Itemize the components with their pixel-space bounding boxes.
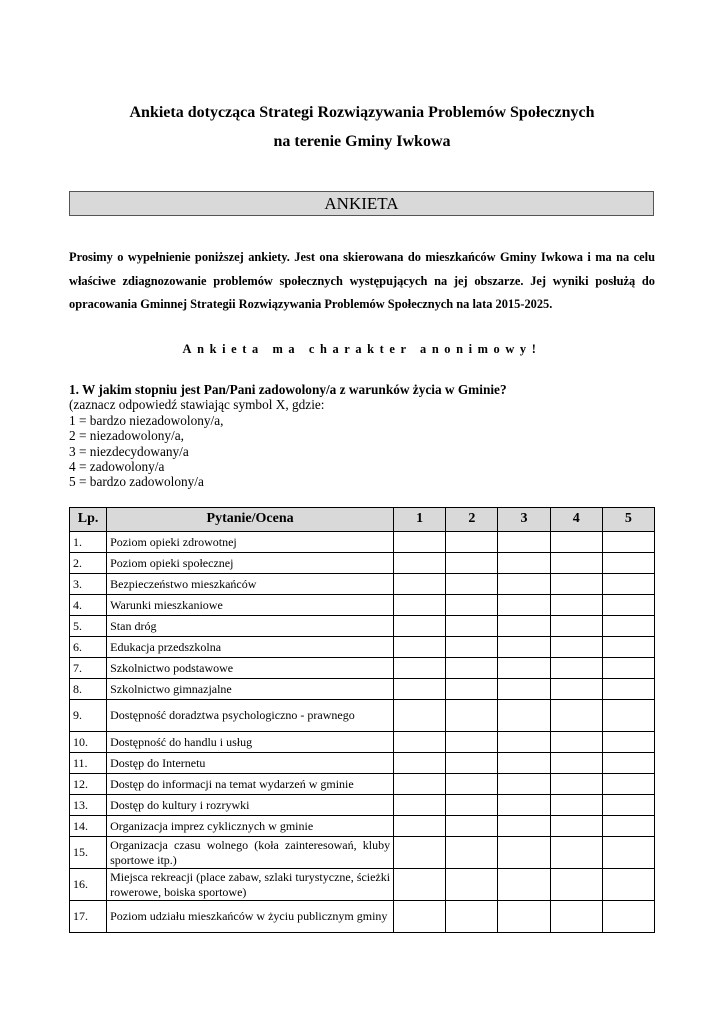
score-cell-2[interactable] [446, 532, 498, 553]
question-1-text: 1. W jakim stopniu jest Pan/Pani zadowolony/a z warunków życia w Gminie? [69, 382, 507, 397]
row-question: Organizacja czasu wolnego (koła zainteresowań, kluby sportowe itp.) [107, 837, 394, 869]
score-cell-3[interactable] [498, 553, 550, 574]
table-row [70, 732, 655, 753]
table-row [70, 753, 655, 774]
row-number: 4. [70, 595, 107, 616]
row-question: Dostęp do Internetu [107, 753, 394, 774]
score-cell-1[interactable] [394, 553, 446, 574]
score-cell-4[interactable] [550, 595, 602, 616]
score-cell-4[interactable] [550, 753, 602, 774]
score-cell-2[interactable] [446, 553, 498, 574]
score-cell-3[interactable] [498, 816, 550, 837]
score-cell-3[interactable] [498, 795, 550, 816]
document-title-line-2: na terenie Gminy Iwkowa [273, 133, 451, 150]
table-row [70, 637, 655, 658]
table-row [70, 616, 655, 637]
score-cell-4[interactable] [550, 532, 602, 553]
score-cell-2[interactable] [446, 795, 498, 816]
row-question: Stan dróg [107, 616, 394, 637]
row-number: 10. [70, 732, 107, 753]
score-cell-4[interactable] [550, 901, 602, 933]
header-lp: Lp. [70, 508, 107, 532]
table-row [70, 658, 655, 679]
table-row [70, 774, 655, 795]
score-cell-4[interactable] [550, 837, 602, 869]
row-question: Dostęp do informacji na temat wydarzeń w gminie [107, 774, 394, 795]
table-row [70, 595, 655, 616]
score-cell-4[interactable] [550, 795, 602, 816]
score-cell-1[interactable] [394, 616, 446, 637]
score-cell-1[interactable] [394, 574, 446, 595]
score-cell-4[interactable] [550, 658, 602, 679]
question-1-instruction: (zaznacz odpowiedź stawiając symbol X, gdzie: [69, 397, 325, 413]
score-cell-5[interactable] [602, 658, 654, 679]
score-cell-1[interactable] [394, 532, 446, 553]
row-number: 14. [70, 816, 107, 837]
score-cell-1[interactable] [394, 774, 446, 795]
row-number: 16. [70, 869, 107, 901]
score-cell-3[interactable] [498, 700, 550, 732]
row-number: 7. [70, 658, 107, 679]
scale-item: 1 = bardzo niezadowolony/a, [69, 412, 224, 428]
score-cell-5[interactable] [602, 679, 654, 700]
score-cell-3[interactable] [498, 637, 550, 658]
score-cell-5[interactable] [602, 795, 654, 816]
score-cell-5[interactable] [602, 774, 654, 795]
score-cell-3[interactable] [498, 616, 550, 637]
score-cell-5[interactable] [602, 595, 654, 616]
score-cell-1[interactable] [394, 700, 446, 732]
score-cell-2[interactable] [446, 837, 498, 869]
row-question: Edukacja przedszkolna [107, 637, 394, 658]
score-cell-3[interactable] [498, 658, 550, 679]
score-cell-1[interactable] [394, 795, 446, 816]
score-cell-2[interactable] [446, 616, 498, 637]
score-cell-4[interactable] [550, 574, 602, 595]
table-row [70, 679, 655, 700]
score-cell-4[interactable] [550, 869, 602, 901]
score-cell-2[interactable] [446, 901, 498, 933]
score-cell-4[interactable] [550, 732, 602, 753]
score-cell-2[interactable] [446, 869, 498, 901]
score-cell-1[interactable] [394, 732, 446, 753]
score-cell-2[interactable] [446, 753, 498, 774]
rating-table [69, 507, 655, 933]
score-cell-4[interactable] [550, 816, 602, 837]
table-row [70, 553, 655, 574]
score-cell-1[interactable] [394, 595, 446, 616]
score-cell-2[interactable] [446, 816, 498, 837]
score-cell-5[interactable] [602, 816, 654, 837]
score-cell-4[interactable] [550, 637, 602, 658]
question-1 [69, 382, 669, 490]
row-number: 3. [70, 574, 107, 595]
score-cell-4[interactable] [550, 553, 602, 574]
row-number: 2. [70, 553, 107, 574]
table-row [70, 869, 655, 901]
score-cell-3[interactable] [498, 595, 550, 616]
score-cell-1[interactable] [394, 869, 446, 901]
score-cell-3[interactable] [498, 532, 550, 553]
score-cell-2[interactable] [446, 595, 498, 616]
header-score-4: 4 [550, 508, 602, 532]
score-cell-5[interactable] [602, 837, 654, 869]
score-cell-4[interactable] [550, 616, 602, 637]
score-cell-4[interactable] [550, 700, 602, 732]
table-row [70, 700, 655, 732]
score-cell-5[interactable] [602, 753, 654, 774]
score-cell-2[interactable] [446, 679, 498, 700]
score-cell-5[interactable] [602, 732, 654, 753]
row-number: 1. [70, 532, 107, 553]
score-cell-3[interactable] [498, 901, 550, 933]
row-question: Warunki mieszkaniowe [107, 595, 394, 616]
score-cell-3[interactable] [498, 753, 550, 774]
table-row [70, 532, 655, 553]
anonymous-note: Ankieta ma charakter anonimowy! [182, 342, 542, 356]
score-cell-1[interactable] [394, 658, 446, 679]
table-header-row [70, 508, 655, 532]
score-cell-2[interactable] [446, 574, 498, 595]
score-cell-5[interactable] [602, 901, 654, 933]
header-score-3: 3 [498, 508, 550, 532]
score-cell-5[interactable] [602, 869, 654, 901]
score-cell-3[interactable] [498, 679, 550, 700]
header-score-2: 2 [446, 508, 498, 532]
score-cell-5[interactable] [602, 700, 654, 732]
score-cell-5[interactable] [602, 637, 654, 658]
survey-banner: ANKIETA [69, 191, 654, 216]
row-question: Poziom udziału mieszkańców w życiu publicznym gminy [107, 901, 394, 933]
score-cell-5[interactable] [602, 574, 654, 595]
row-question: Poziom opieki zdrowotnej [107, 532, 394, 553]
intro-paragraph: Prosimy o wypełnienie poniższej ankiety. Jest ona skierowana do mieszkańców Gminy Iwkowa i ma na celu właściwe zdiagnozowanie problemów społecznych występujących na jej obszarze. Jej wyniki posłużą do opracowania Gminnej Strategii Rozwiązywania Problemów Społecznych na lata 2015-2025. [69, 250, 655, 311]
score-cell-2[interactable] [446, 774, 498, 795]
row-number: 9. [70, 700, 107, 732]
document-title-line-1: Ankieta dotycząca Strategi Rozwiązywania Problemów Społecznych [129, 104, 595, 121]
score-cell-4[interactable] [550, 774, 602, 795]
score-cell-5[interactable] [602, 532, 654, 553]
score-cell-2[interactable] [446, 658, 498, 679]
score-cell-4[interactable] [550, 679, 602, 700]
table-row [70, 901, 655, 933]
row-question: Szkolnictwo gimnazjalne [107, 679, 394, 700]
scale-item: 3 = niezdecydowany/a [69, 443, 189, 459]
row-question: Organizacja imprez cyklicznych w gminie [107, 816, 394, 837]
table-row [70, 837, 655, 869]
row-question: Bezpieczeństwo mieszkańców [107, 574, 394, 595]
header-question: Pytanie/Ocena [107, 508, 394, 532]
score-cell-2[interactable] [446, 637, 498, 658]
table-row [70, 816, 655, 837]
score-cell-1[interactable] [394, 837, 446, 869]
row-question: Poziom opieki społecznej [107, 553, 394, 574]
table-row [70, 574, 655, 595]
score-cell-5[interactable] [602, 553, 654, 574]
header-score-5: 5 [602, 508, 654, 532]
scale-item: 2 = niezadowolony/a, [69, 428, 184, 444]
score-cell-3[interactable] [498, 574, 550, 595]
score-cell-1[interactable] [394, 901, 446, 933]
score-cell-1[interactable] [394, 679, 446, 700]
score-cell-3[interactable] [498, 732, 550, 753]
row-number: 5. [70, 616, 107, 637]
score-cell-1[interactable] [394, 637, 446, 658]
score-cell-2[interactable] [446, 700, 498, 732]
row-number: 8. [70, 679, 107, 700]
score-cell-2[interactable] [446, 732, 498, 753]
score-cell-3[interactable] [498, 869, 550, 901]
row-number: 6. [70, 637, 107, 658]
score-cell-1[interactable] [394, 816, 446, 837]
scale-item: 5 = bardzo zadowolony/a [69, 474, 204, 490]
row-question: Dostępność do handlu i usług [107, 732, 394, 753]
score-cell-1[interactable] [394, 753, 446, 774]
scale-item: 4 = zadowolony/a [69, 459, 165, 475]
row-number: 12. [70, 774, 107, 795]
row-question: Szkolnictwo podstawowe [107, 658, 394, 679]
score-cell-3[interactable] [498, 774, 550, 795]
table-row [70, 795, 655, 816]
row-question: Miejsca rekreacji (place zabaw, szlaki turystyczne, ścieżki rowerowe, boiska sportowe) [107, 869, 394, 901]
row-question: Dostęp do kultury i rozrywki [107, 795, 394, 816]
row-number: 15. [70, 837, 107, 869]
score-cell-3[interactable] [498, 837, 550, 869]
score-cell-5[interactable] [602, 616, 654, 637]
header-score-1: 1 [394, 508, 446, 532]
row-question: Dostępność doradztwa psychologiczno - prawnego [107, 700, 394, 732]
row-number: 13. [70, 795, 107, 816]
row-number: 17. [70, 901, 107, 933]
row-number: 11. [70, 753, 107, 774]
